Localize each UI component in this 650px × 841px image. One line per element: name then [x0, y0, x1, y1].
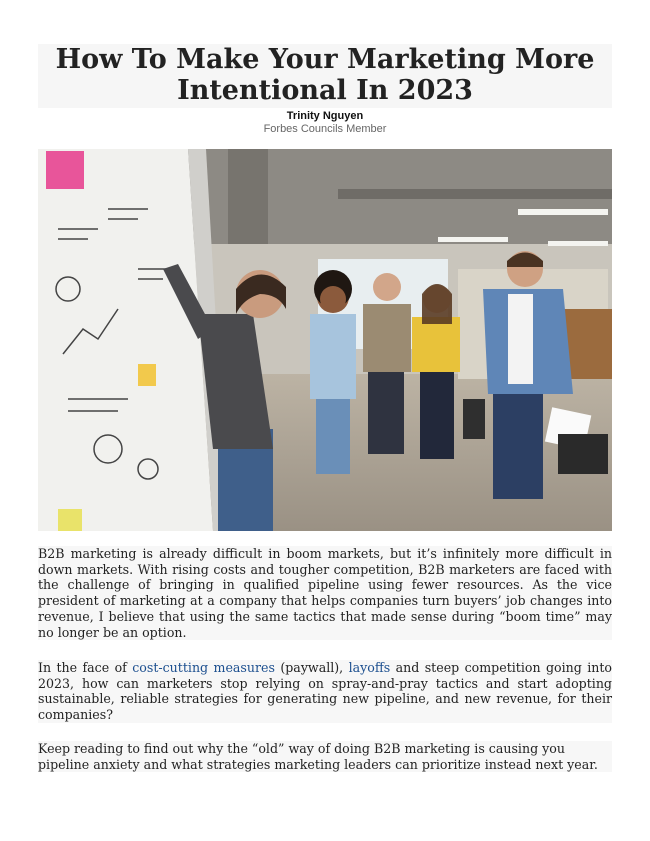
paragraph-context-suffix: and steep competition going into 2023, how can marketers stop relying on spray-and-pray tactics and start adopting sustainable, reliable strategies for generating new pipeline, and new revenue, for their companies? [38, 660, 612, 723]
office-whiteboard-meeting-photo-icon [38, 149, 612, 531]
author-role: Forbes Councils Member [263, 123, 387, 135]
paragraph-context-mid: (paywall), [274, 660, 349, 675]
paragraph-intro: B2B marketing is already difficult in boom markets, but it’s infinitely more difficult in down markets. With rising costs and tougher competition, B2B marketers are faced with the challenge of bringing in qualified pipeline using fewer resources. As the vice president of marketing at a company that helps companies turn buyers’ job changes into revenue, I believe that using the same tactics that made sense during “boom time” may no longer be an option. [38, 546, 612, 640]
author-name[interactable]: Trinity Nguyen [286, 110, 364, 122]
article-title: How To Make Your Marketing More Intentional In 2023 [38, 44, 612, 108]
paragraph-outro: Keep reading to find out why the “old” way of doing B2B marketing is causing you pipeline anxiety and what strategies marketing leaders can prioritize instead next year. [38, 741, 612, 772]
paragraph-context [38, 660, 612, 723]
layoffs-link[interactable]: layoffs [348, 660, 391, 675]
cost-cutting-link[interactable]: cost-cutting measures [132, 660, 275, 675]
paragraph-context-prefix: In the face of [38, 660, 133, 675]
hero-image [38, 149, 612, 531]
